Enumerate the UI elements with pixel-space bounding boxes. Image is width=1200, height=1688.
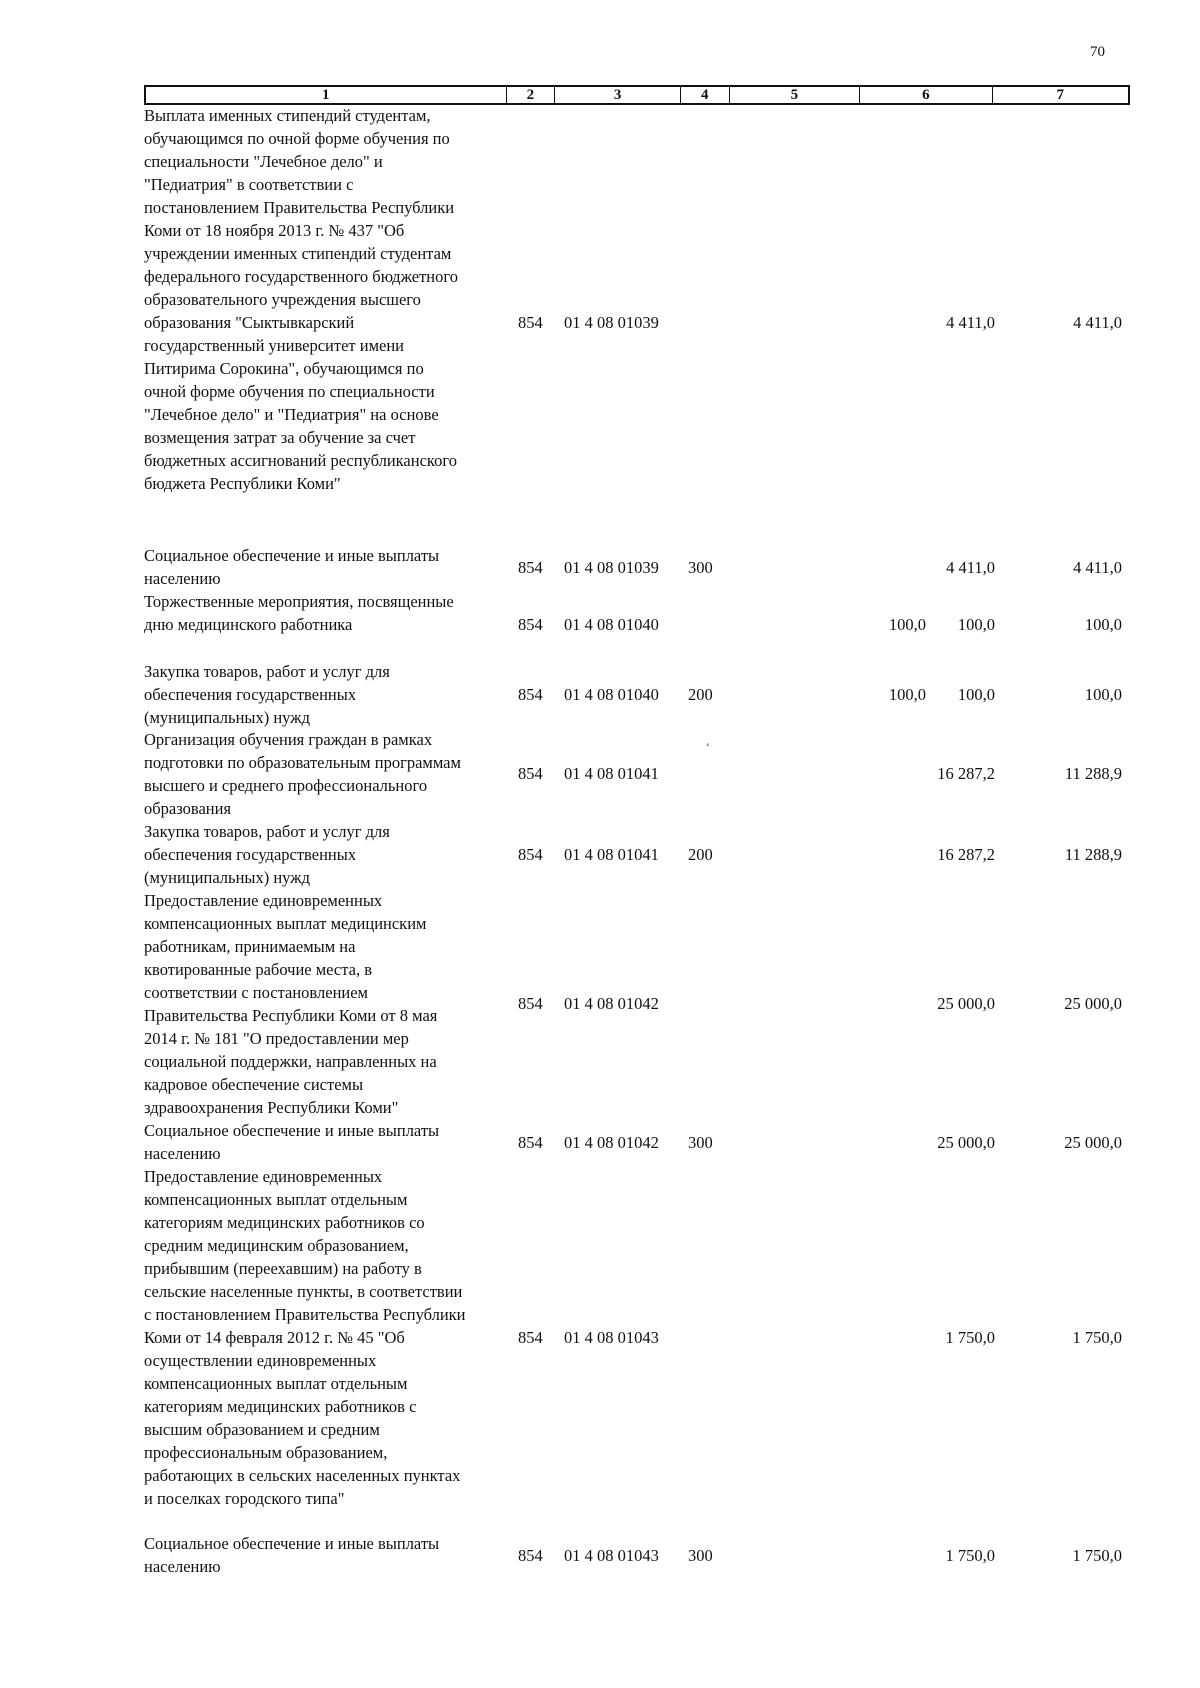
row-description: Социальное обеспечение и иные выплаты населению [144,1534,440,1576]
row-amount-col-6: 1 750,0 [945,1546,995,1565]
row-description: Выплата именных стипендий студентам, обучающимся по очной форме обучения по специальности "Лечебное дело" и "Педиатрия" в соответствии с постановлением Правительства Республики Коми от 18 ноября 2013 г. № 437 "Об учреждении именных стипендий студентам федерального государственного бюджетного образовательного учреждения высшего образования "Сыктывкарский государственный университет имени Питирима Сорокина", обучающимся по очной форме обучения по специальности "Лечебное дело" и "Педиатрия" на основе возмещения затрат за обучение за счет бюджетных ассигнований республиканского бюджета Республики Коми" [144,106,458,493]
table-header [144,85,1130,105]
row-target-code: 01 4 08 01042 [564,1133,659,1152]
row-target-code: 01 4 08 01041 [564,845,659,864]
table-row [144,660,1130,729]
row-target-code: 01 4 08 01040 [564,685,659,704]
header-col-6: 6 [860,87,992,103]
row-expense-type: 300 [688,1546,713,1565]
page-number: 70 [1090,44,1105,60]
header-col-1: 1 [146,87,507,103]
row-amount-col-6: 1 750,0 [945,1328,995,1347]
row-ministry-code: 854 [518,1328,543,1347]
row-amount-col-6: 100,0 [957,615,995,634]
table-row [144,728,1130,820]
table-row [144,889,1130,1119]
row-amount-col-7: 100,0 [1084,615,1122,634]
row-description: Закупка товаров, работ и услуг для обеспечения государственных (муниципальных) нужд [144,822,390,887]
table-row [144,590,1130,636]
table-row [144,1165,1130,1510]
header-col-2: 2 [507,87,556,103]
row-ministry-code: 854 [518,1133,543,1152]
row-expense-type: 300 [688,1133,713,1152]
row-target-code: 01 4 08 01039 [564,558,659,577]
row-target-code: 01 4 08 01041 [564,764,659,783]
row-amount-col-7: 4 411,0 [1073,313,1122,332]
row-expense-type: 200 [688,845,713,864]
row-target-code: 01 4 08 01040 [564,615,659,634]
scan-speck: ʻ [706,740,710,754]
row-ministry-code: 854 [518,1546,543,1565]
table-row [144,1532,1130,1578]
row-ministry-code: 854 [518,685,543,704]
row-target-code: 01 4 08 01043 [564,1546,659,1565]
row-amount-col-7: 100,0 [1084,685,1122,704]
row-amount-col-7: 11 288,9 [1064,845,1122,864]
row-amount-col-6: 25 000,0 [937,994,995,1013]
row-description: Организация обучения граждан в рамках подготовки по образовательным программам высшего и среднего профессионального образования [144,730,461,818]
row-amount-col-6: 4 411,0 [946,313,995,332]
row-ministry-code: 854 [518,313,543,332]
row-amount-col-7: 25 000,0 [1064,994,1122,1013]
header-col-7: 7 [1056,87,1065,103]
table-row [144,820,1130,889]
table-row [144,544,1130,590]
row-amount-col-5: 100,0 [888,615,926,634]
header-col-4: 4 [681,87,730,103]
header-col-3: 3 [555,87,680,103]
row-target-code: 01 4 08 01043 [564,1328,659,1347]
row-description: Закупка товаров, работ и услуг для обеспечения государственных (муниципальных) нужд [144,662,390,727]
row-description: Торжественные мероприятия, посвященные дню медицинского работника [144,592,454,634]
row-ministry-code: 854 [518,615,543,634]
row-amount-col-5: 100,0 [888,685,926,704]
row-amount-col-7: 11 288,9 [1064,764,1122,783]
row-amount-col-6: 25 000,0 [937,1133,995,1152]
row-description: Социальное обеспечение и иные выплаты населению [144,1121,440,1163]
row-target-code: 01 4 08 01042 [564,994,659,1013]
row-amount-col-6: 4 411,0 [946,558,995,577]
row-ministry-code: 854 [518,845,543,864]
row-amount-col-6: 16 287,2 [937,845,995,864]
row-ministry-code: 854 [518,558,543,577]
row-expense-type: 200 [688,685,713,704]
row-amount-col-6: 100,0 [957,685,995,704]
row-amount-col-6: 16 287,2 [937,764,995,783]
header-col-5: 5 [730,87,860,103]
table-row [144,1119,1130,1165]
row-amount-col-7: 25 000,0 [1064,1133,1122,1152]
row-expense-type: 300 [688,558,713,577]
row-description: Социальное обеспечение и иные выплаты населению [144,546,440,588]
row-description: Предоставление единовременных компенсационных выплат медицинским работникам, принимаемым на квотированные рабочие места, в соответствии с постановлением Правительства Республики Коми от 8 мая 2014 г. № 181 "О предоставлении мер социальной поддержки, направленных на кадровое обеспечение системы здравоохранения Республики Коми" [144,891,438,1117]
row-target-code: 01 4 08 01039 [564,313,659,332]
row-ministry-code: 854 [518,994,543,1013]
row-amount-col-7: 1 750,0 [1072,1328,1122,1347]
table-row [144,104,1130,494]
row-description: Предоставление единовременных компенсационных выплат отдельным категориям медицинских работников со средним медицинским образованием, прибывшим (переехавшим) на работу в сельские населенные пункты, в соответствии с постановлением Правительства Республики Коми от 14 февраля 2012 г. № 45 "Об осуществлении единовременных компенсационных выплат отдельным категориям медицинских работников с высшим образованием и средним профессиональным образованием, работающих в сельских населенных пунктах и поселках городского типа" [144,1167,466,1508]
row-ministry-code: 854 [518,764,543,783]
row-amount-col-7: 4 411,0 [1073,558,1122,577]
row-amount-col-7: 1 750,0 [1072,1546,1122,1565]
